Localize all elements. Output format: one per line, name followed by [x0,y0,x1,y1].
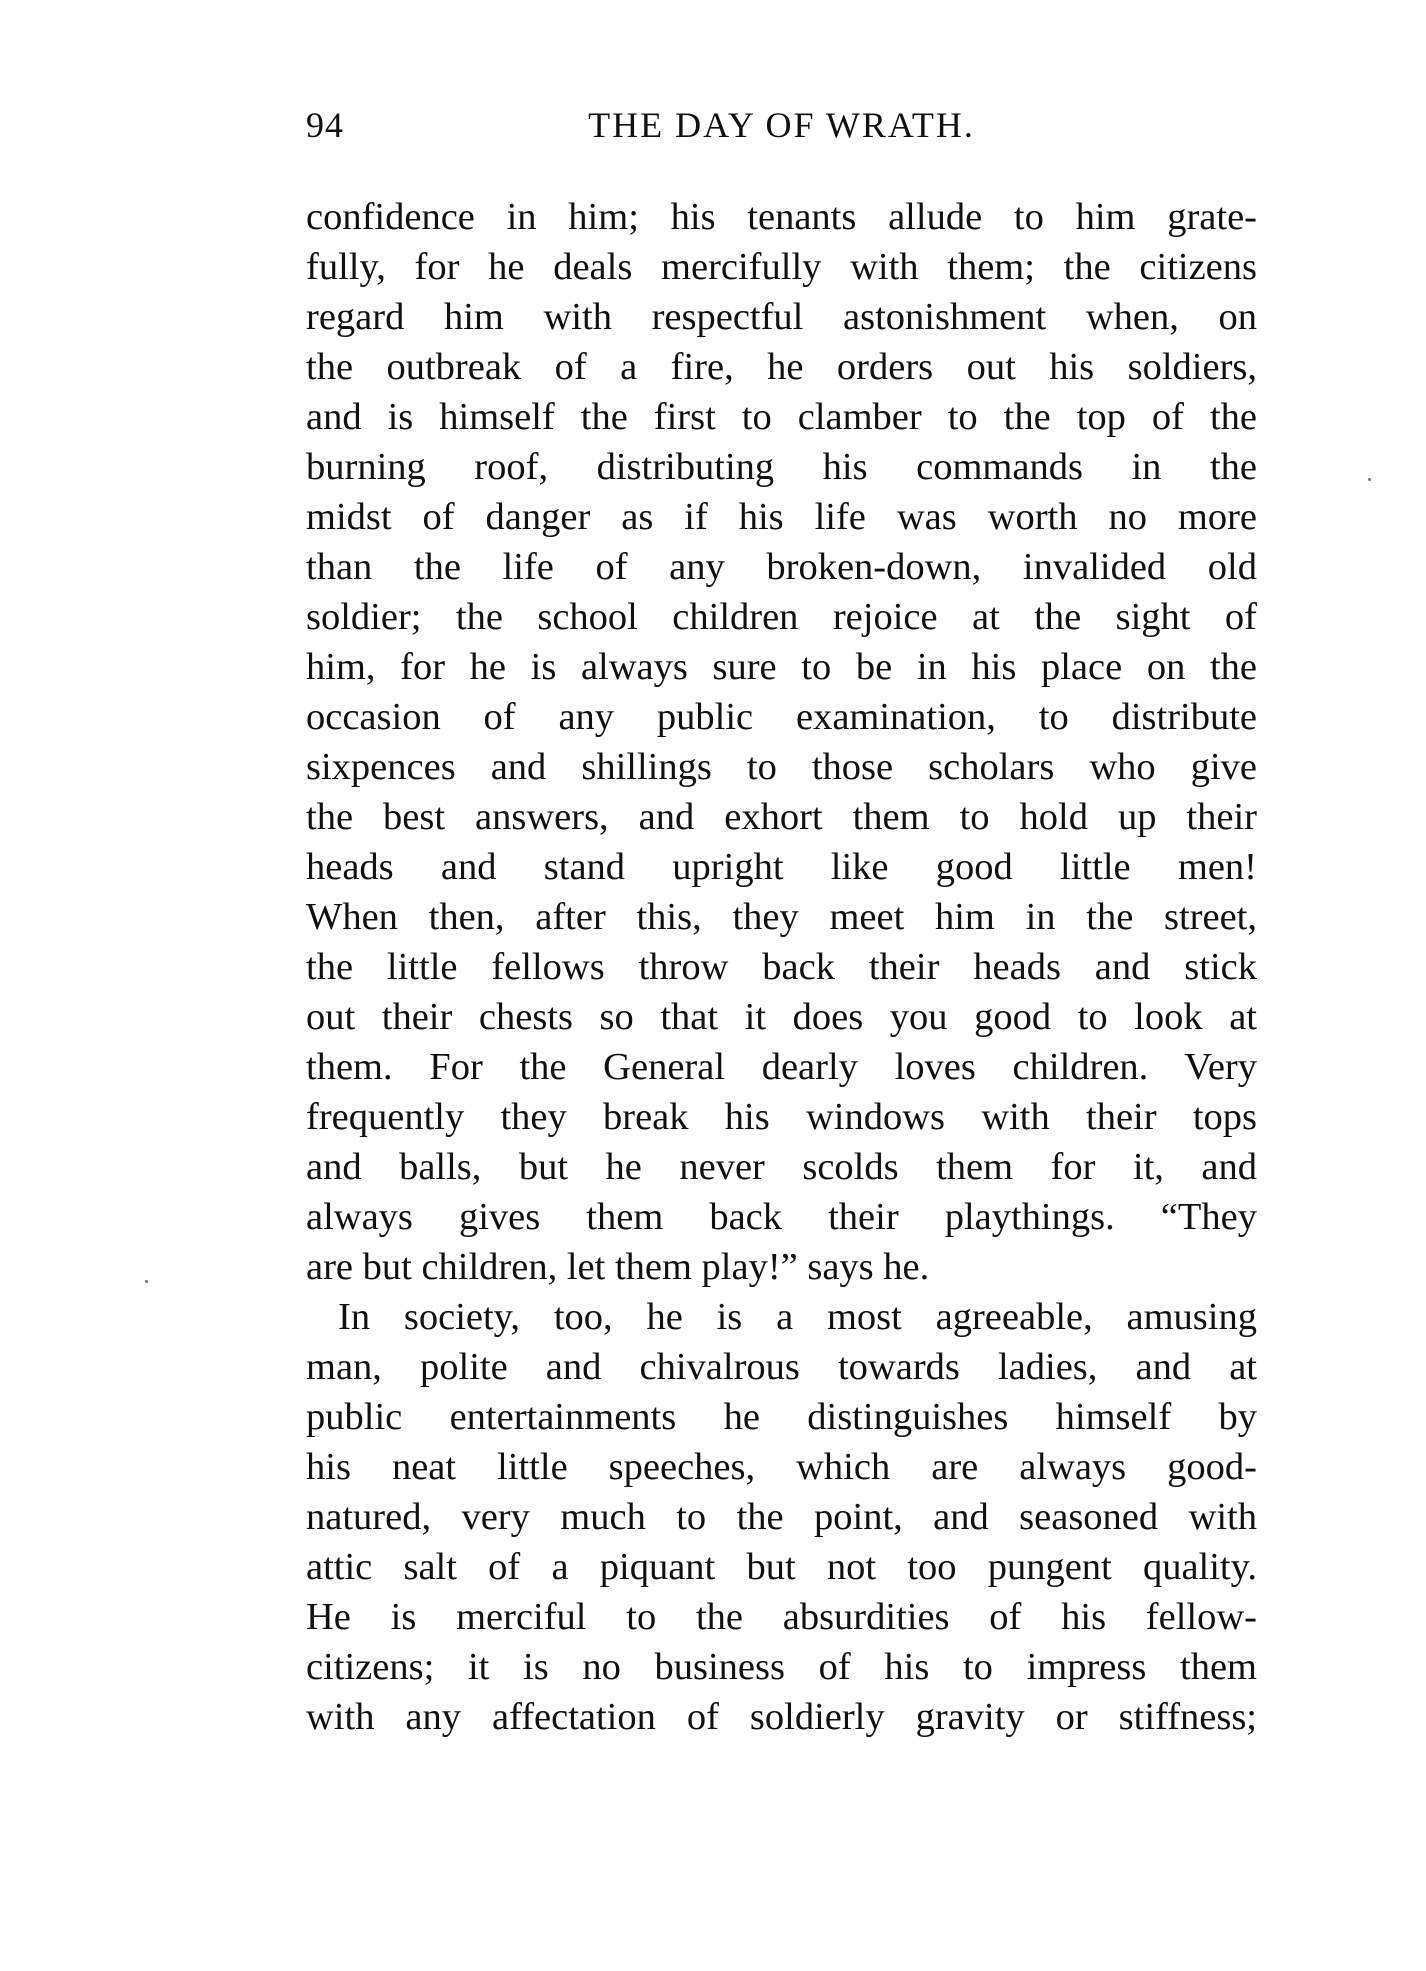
text-line: the outbreak of a fire, he orders out his soldiers, [306,346,1257,388]
text-line: man, polite and chivalrous towards ladies, and at [306,1346,1257,1388]
text-line: midst of danger as if his life was worth no more [306,496,1257,538]
text-line: the best answers, and exhort them to hold up their [306,796,1257,838]
text-line: sixpences and shillings to those scholars who give [306,746,1257,788]
text-line: fully, for he deals mercifully with them; the citizens [306,246,1257,288]
page-body [306,192,1257,1742]
text-line: soldier; the school children rejoice at the sight of [306,596,1257,638]
text-line: frequently they break his windows with their tops [306,1096,1257,1138]
running-title: THE DAY OF WRATH. [588,105,975,145]
text-line: always gives them back their playthings. “They [306,1196,1257,1238]
text-line: are but children, let them play!” says he. [306,1246,930,1288]
text-line: In society, too, he is a most agreeable, amusing [338,1296,1257,1338]
text-line: natured, very much to the point, and seasoned with [306,1496,1257,1538]
text-line: attic salt of a piquant but not too pungent quality. [306,1546,1257,1588]
scan-speck [1368,478,1371,481]
page-number: 94 [306,105,344,145]
text-line: out their chests so that it does you good to look at [306,996,1257,1038]
text-line: and is himself the first to clamber to the top of the [306,396,1257,438]
text-line: regard him with respectful astonishment when, on [306,296,1257,338]
text-line: heads and stand upright like good little men! [306,846,1257,888]
text-line: with any affectation of soldierly gravity or stiffness; [306,1696,1257,1738]
text-line: He is merciful to the absurdities of his fellow- [306,1596,1257,1638]
text-line: burning roof, distributing his commands in the [306,446,1257,488]
text-line: his neat little speeches, which are always good- [306,1446,1257,1488]
text-line: them. For the General dearly loves children. Very [306,1046,1257,1088]
text-line: than the life of any broken-down, invalided old [306,546,1257,588]
text-line: citizens; it is no business of his to impress them [306,1646,1257,1688]
text-line: occasion of any public examination, to distribute [306,696,1257,738]
scan-speck [145,1280,148,1283]
text-line: and balls, but he never scolds them for it, and [306,1146,1257,1188]
text-line: When then, after this, they meet him in the street, [306,896,1257,938]
text-line: confidence in him; his tenants allude to him grate- [306,196,1257,238]
text-line: public entertainments he distinguishes himself by [306,1396,1257,1438]
text-line: him, for he is always sure to be in his place on the [306,646,1257,688]
text-line: the little fellows throw back their heads and stick [306,946,1257,988]
